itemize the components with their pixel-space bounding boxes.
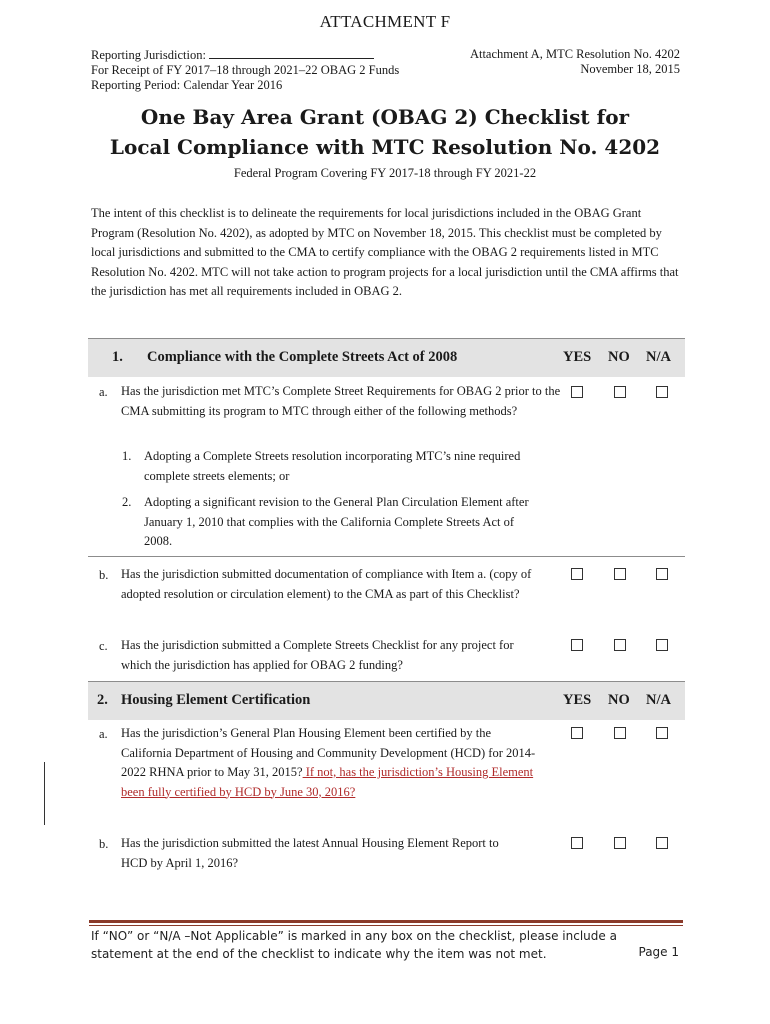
item-1b-na-checkbox[interactable] [656, 568, 668, 580]
reporting-jurisdiction-row [91, 47, 399, 63]
col-yes-label: YES [563, 349, 592, 365]
item-2a-letter: a. [99, 727, 108, 741]
item-1a-sub2-number: 2. [122, 495, 132, 509]
intro-paragraph: The intent of this checklist is to delineate the requirements for local jurisdictions included in the OBAG Grant Program (Resolution No. 4202), as adopted by MTC on November 18, 2015. This checklist must be completed by local jurisdictions and submitted to the CMA to certify compliance with the OBAG 2 requirements listed in MTC Resolution No. 4202. MTC will not take action to program projects for a local jurisdiction until the CMA affirms that the jurisdiction has met all requirements included in OBAG 2. [91, 206, 679, 298]
item-2b-na-checkbox[interactable] [656, 837, 668, 849]
item-2a-na-checkbox[interactable] [656, 727, 668, 739]
col-na-label: N/A [646, 349, 671, 365]
item-1a-sub2-text: Adopting a significant revision to the General Plan Circulation Element after January 1, 2010 that complies with the California Complete Streets Act of 2008. [144, 495, 529, 548]
page-number: Page 1 [638, 945, 679, 959]
header-right [470, 47, 680, 77]
item-2b-letter: b. [99, 837, 109, 851]
section-1-title: Compliance with the Complete Streets Act of 2008 [147, 349, 458, 365]
item-1c-text: Has the jurisdiction submitted a Complete Streets Checklist for any project for which the jurisdiction has applied for OBAG 2 funding? [121, 638, 514, 672]
item-1a-yes-checkbox[interactable] [571, 386, 583, 398]
resolution-date: November 18, 2015 [580, 62, 680, 76]
col-no-label: NO [608, 349, 630, 365]
section-1-divider [88, 556, 685, 557]
section-2-number: 2. [97, 692, 108, 708]
item-2a-question: Has the jurisdiction’s General Plan Housing Element been certified by the California Department of Housing and Community Development (HCD) for 2014-2022 RHNA prior to May 31, 2015? [121, 726, 536, 779]
page-title [0, 102, 770, 162]
title-line-2: Local Compliance with MTC Resolution No. 4202 [109, 135, 661, 159]
item-2a-yes-checkbox[interactable] [571, 727, 583, 739]
item-2a-text [121, 724, 536, 802]
item-2b-text: Has the jurisdiction submitted the latest Annual Housing Element Report to HCD by April 1, 2016? [121, 836, 499, 870]
col-na-label-2: N/A [646, 692, 671, 708]
item-1a-na-checkbox[interactable] [656, 386, 668, 398]
col-no-label-2: NO [608, 692, 630, 708]
item-1a-no-checkbox[interactable] [614, 386, 626, 398]
item-2b-yes-checkbox[interactable] [571, 837, 583, 849]
item-1b-text: Has the jurisdiction submitted documentation of compliance with Item a. (copy of adopted resolution or circulation element) to the CMA as part of this Checklist? [121, 567, 532, 601]
item-1c-yes-checkbox[interactable] [571, 639, 583, 651]
item-1a-letter: a. [99, 385, 108, 399]
section-1-number: 1. [112, 349, 123, 365]
footer-rule-thin [89, 925, 683, 926]
attachment-label: ATTACHMENT F [319, 12, 451, 31]
item-1c-letter: c. [99, 639, 108, 653]
reporting-jurisdiction-field[interactable] [209, 47, 374, 59]
reporting-jurisdiction-label: Reporting Jurisdiction: [91, 48, 206, 62]
reporting-period: Reporting Period: Calendar Year 2016 [91, 78, 283, 92]
change-bar [44, 762, 45, 825]
item-1c-na-checkbox[interactable] [656, 639, 668, 651]
item-1b-no-checkbox[interactable] [614, 568, 626, 580]
item-1a-text: Has the jurisdiction met MTC’s Complete Street Requirements for OBAG 2 prior to the CMA submitting its program to MTC through either of the following methods? [121, 384, 561, 418]
footer-note: If “NO” or “N/A –Not Applicable” is marked in any box on the checklist, please include a statement at the end of the checklist to indicate why the item was not met. [91, 929, 617, 961]
col-yes-label-2: YES [563, 692, 592, 708]
item-1b-letter: b. [99, 568, 109, 582]
item-1b-yes-checkbox[interactable] [571, 568, 583, 580]
section-2-header [88, 681, 685, 720]
page-subtitle: Federal Program Covering FY 2017-18 through FY 2021-22 [233, 166, 537, 180]
header-left [91, 47, 399, 93]
title-line-1: One Bay Area Grant (OBAG 2) Checklist for [140, 105, 630, 129]
item-1a-sub1-number: 1. [122, 449, 132, 463]
section-1-header [88, 338, 685, 377]
item-1c-no-checkbox[interactable] [614, 639, 626, 651]
item-2a-revision: If not, has the jurisdiction’s Housing Element been fully certified by HCD by June 30, 2016? [121, 765, 534, 799]
item-1a-sub1-text: Adopting a Complete Streets resolution incorporating MTC’s nine required complete streets elements; or [144, 449, 521, 483]
section-2-title: Housing Element Certification [121, 692, 311, 708]
receipt-line: For Receipt of FY 2017–18 through 2021–22 OBAG 2 Funds [91, 63, 400, 77]
footer-rule [89, 920, 683, 923]
item-2a-no-checkbox[interactable] [614, 727, 626, 739]
resolution-reference: Attachment A, MTC Resolution No. 4202 [469, 47, 680, 61]
item-2b-no-checkbox[interactable] [614, 837, 626, 849]
